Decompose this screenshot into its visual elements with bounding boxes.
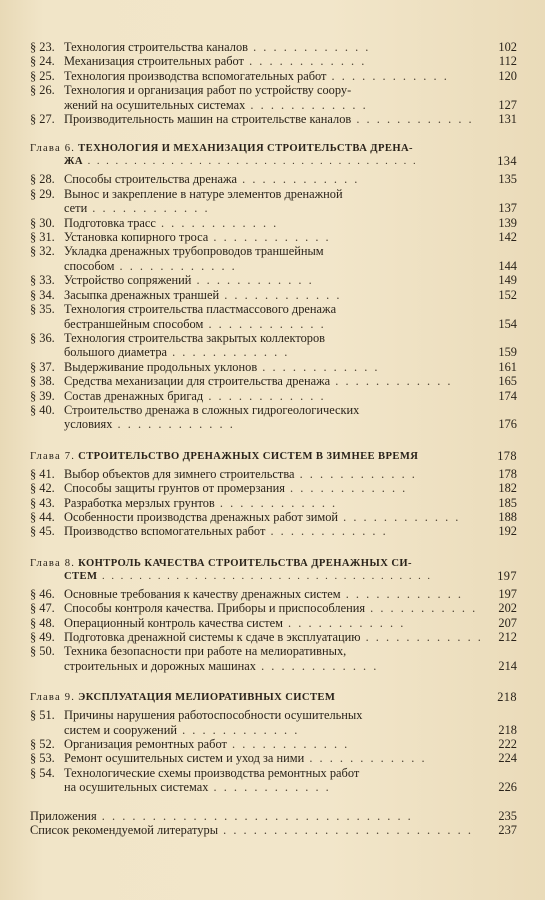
entry-title bbox=[64, 616, 483, 630]
entry-title-line: Ремонт осушительных систем и уход за ними bbox=[64, 751, 305, 766]
entry-title: Приложения bbox=[30, 808, 97, 823]
leader-dots: . . . . . . . . . . . . bbox=[304, 751, 427, 766]
entry-title bbox=[64, 273, 483, 287]
toc-entry[interactable] bbox=[22, 83, 517, 112]
page-number: 161 bbox=[498, 359, 517, 374]
section-number: § 53. bbox=[30, 751, 55, 766]
section-number: § 52. bbox=[30, 737, 55, 752]
entry-title bbox=[64, 302, 483, 331]
section-number: § 33. bbox=[30, 273, 55, 288]
page-number: 202 bbox=[498, 601, 517, 616]
section-number: § 29. bbox=[30, 186, 55, 201]
page-number: 224 bbox=[498, 751, 517, 766]
entry-title bbox=[64, 54, 483, 68]
toc-entry[interactable] bbox=[22, 496, 517, 510]
leader-dots: . . . . . . . . . . . . . . . . . . . . . . . . . . . . . . . . . . . . bbox=[97, 570, 433, 582]
toc-entry[interactable] bbox=[22, 751, 517, 765]
leader-dots: . . . . . . . . . . . . . . . . . . . . . . . . . . . . . . . . . . . . bbox=[82, 156, 418, 168]
entry-title bbox=[64, 360, 483, 374]
section-number: § 26. bbox=[30, 83, 55, 98]
chapter-heading[interactable] bbox=[22, 691, 517, 704]
leader-dots: . . . . . . . . . . . . bbox=[265, 524, 388, 539]
entry-title-line: Вынос и закрепление в натуре элементов дренажной bbox=[64, 186, 343, 201]
chapter-label: Глава 7. bbox=[30, 450, 76, 462]
entry-title-line: строительных и дорожных машинах bbox=[64, 658, 256, 673]
page-number: 120 bbox=[498, 68, 517, 83]
entry-title bbox=[64, 481, 483, 495]
entry-title-line: бестраншейным способом bbox=[64, 316, 204, 331]
entry-title-line: Техника безопасности при работе на мелиоративных, bbox=[64, 644, 347, 659]
section-spacer bbox=[22, 795, 517, 809]
section-number: § 23. bbox=[30, 40, 55, 54]
chapter-label: Глава 9. bbox=[30, 692, 76, 704]
chapter-heading[interactable] bbox=[22, 142, 517, 168]
leader-dots: . . . . . . . . . . . . . . . . . . . . . . . . . bbox=[218, 823, 473, 838]
section-number: § 24. bbox=[30, 54, 55, 69]
section-number: § 47. bbox=[30, 601, 55, 616]
chapter-title: СТРОИТЕЛЬСТВО ДРЕНАЖНЫХ СИСТЕМ В ЗИМНЕЕ ВРЕМЯ bbox=[78, 450, 419, 462]
page-number: 139 bbox=[498, 215, 517, 230]
entry-title-line: Установка копирного троса bbox=[64, 230, 209, 245]
page-number: 226 bbox=[498, 780, 517, 795]
entry-title bbox=[64, 708, 483, 737]
section-spacer bbox=[22, 539, 517, 551]
entry-title-line: на осушительных системах bbox=[64, 780, 209, 795]
entry-title-line: Разработка мерзлых грунтов bbox=[64, 495, 215, 510]
page-number: 159 bbox=[498, 345, 517, 360]
leader-dots: . . . . . . . . . . . . bbox=[114, 258, 237, 273]
toc-entry[interactable] bbox=[22, 601, 517, 615]
section-number: § 50. bbox=[30, 644, 55, 659]
toc-entry[interactable] bbox=[22, 737, 517, 751]
page-number: 131 bbox=[498, 112, 517, 127]
toc-entry[interactable] bbox=[22, 644, 517, 673]
entry-title bbox=[64, 83, 483, 112]
page-number: 152 bbox=[498, 287, 517, 302]
toc-entry[interactable] bbox=[22, 112, 517, 126]
leader-dots: . . . . . . . . . . . . bbox=[257, 359, 380, 374]
entry-title bbox=[64, 496, 483, 510]
toc-entry[interactable] bbox=[22, 524, 517, 538]
entry-title-line: Технология строительства закрытых коллекторов bbox=[64, 330, 326, 345]
leader-dots: . . . . . . . . . . . . bbox=[294, 466, 417, 481]
page-number: 192 bbox=[498, 524, 517, 539]
leader-dots: . . . . . . . . . . . . bbox=[255, 658, 379, 673]
toc-entry[interactable] bbox=[22, 467, 517, 481]
chapter-title: ТЕХНОЛОГИЯ И МЕХАНИЗАЦИЯ СТРОИТЕЛЬСТВА ДРЕНА- bbox=[78, 143, 413, 155]
section-number: § 48. bbox=[30, 615, 55, 630]
entry-title-line: Способы строительства дренажа bbox=[64, 172, 238, 187]
entry-title bbox=[64, 230, 483, 244]
leader-dots: . . . . . . . . . . . . bbox=[208, 780, 331, 795]
toc-entry[interactable] bbox=[22, 54, 517, 68]
entry-title-line: Состав дренажных бригад bbox=[64, 388, 204, 403]
entry-title-line: систем и сооружений bbox=[64, 722, 177, 737]
entry-title bbox=[64, 112, 483, 126]
entry-title-line: большого диаметра bbox=[64, 345, 168, 360]
entry-title-line: Подготовка трасс bbox=[64, 215, 156, 230]
page-number: 212 bbox=[498, 630, 517, 644]
page-number: 197 bbox=[498, 586, 517, 601]
section-number: § 30. bbox=[30, 215, 55, 230]
chapter-title: ЭКСПЛУАТАЦИЯ МЕЛИОРАТИВНЫХ СИСТЕМ bbox=[78, 692, 336, 704]
section-number: § 28. bbox=[30, 172, 55, 187]
section-number: § 39. bbox=[30, 388, 55, 403]
section-number: § 49. bbox=[30, 630, 55, 644]
leader-dots: . . . . . . . . . . . . bbox=[326, 68, 449, 83]
leader-dots: . . . . . . . . . . . . bbox=[87, 201, 210, 216]
entry-title-line: Причины нарушения работоспособности осушительных bbox=[64, 708, 363, 723]
section-number: § 42. bbox=[30, 481, 55, 496]
page-number: 237 bbox=[498, 823, 517, 838]
page-number: 174 bbox=[498, 388, 517, 403]
page-number: 144 bbox=[498, 258, 517, 273]
entry-title bbox=[64, 510, 483, 524]
entry-title bbox=[64, 187, 483, 216]
toc-entry[interactable] bbox=[22, 389, 517, 403]
leader-dots: . . . . . . . . . . . . . . . . . . . . . . . . . . . . . . . bbox=[96, 808, 413, 823]
page-number: 102 bbox=[498, 40, 517, 54]
chapter-label: Глава 8. bbox=[30, 557, 76, 569]
page-number: 207 bbox=[498, 615, 517, 630]
leader-dots: . . . . . . . . . . . . bbox=[284, 481, 408, 496]
toc-entry[interactable] bbox=[22, 187, 517, 216]
entry-title bbox=[64, 69, 483, 83]
section-number: § 54. bbox=[30, 765, 55, 780]
leader-dots: . . . . . . . . . . . . bbox=[112, 417, 235, 432]
entry-title-line: Строительство дренажа в сложных гидрогеологических bbox=[64, 402, 360, 417]
entry-title bbox=[64, 288, 483, 302]
leader-dots: . . . . . . . . . . . . bbox=[203, 388, 326, 403]
entry-title-line: Технология и организация работ по устройству соору- bbox=[64, 83, 352, 98]
section-spacer bbox=[22, 126, 517, 136]
toc-entry[interactable] bbox=[22, 216, 517, 230]
toc-entry[interactable] bbox=[22, 360, 517, 374]
leader-dots: . . . . . . . . . . . . bbox=[243, 54, 367, 69]
toc-entry[interactable] bbox=[22, 403, 517, 432]
entry-title-line: Способы защиты грунтов от промерзания bbox=[64, 481, 285, 496]
toc-entry[interactable] bbox=[22, 273, 517, 287]
entry-title-line: условиях bbox=[64, 417, 113, 432]
page-number: 137 bbox=[498, 201, 517, 216]
page-number: 182 bbox=[498, 481, 517, 496]
entry-title bbox=[64, 601, 483, 615]
page-number: 149 bbox=[498, 273, 517, 288]
leader-dots: . . . . . . . . . . . . bbox=[351, 112, 474, 127]
toc-entry[interactable] bbox=[22, 244, 517, 273]
leader-dots: . . . . . . . . . . . . bbox=[282, 615, 406, 630]
section-number: § 35. bbox=[30, 302, 55, 317]
leader-dots: . . . . . . . . . . . bbox=[365, 601, 478, 616]
page-number: 218 bbox=[497, 690, 517, 705]
chapter-heading[interactable] bbox=[22, 450, 517, 463]
entry-title-line: Механизация строительных работ bbox=[64, 54, 244, 69]
section-number: § 43. bbox=[30, 495, 55, 510]
entry-title bbox=[64, 403, 483, 432]
toc-entry[interactable] bbox=[22, 630, 517, 644]
leader-dots: . . . . . . . . . . . . bbox=[338, 509, 461, 524]
entry-title bbox=[64, 524, 483, 538]
leader-dots: . . . . . . . . . . . . bbox=[167, 345, 290, 360]
section-number: § 37. bbox=[30, 359, 55, 374]
toc-entry[interactable] bbox=[22, 587, 517, 601]
section-number: § 38. bbox=[30, 374, 55, 389]
chapter-label: Глава 6. bbox=[30, 143, 76, 155]
section-number: § 45. bbox=[30, 524, 55, 539]
toc-appendix-entry[interactable] bbox=[22, 823, 517, 838]
section-number: § 27. bbox=[30, 112, 55, 127]
entry-title bbox=[64, 737, 483, 751]
leader-dots: . . . . . . . . . . . . bbox=[219, 287, 342, 302]
page-number: 188 bbox=[498, 509, 517, 524]
table-of-contents bbox=[22, 40, 517, 838]
leader-dots: . . . . . . . . . . . . bbox=[330, 374, 453, 389]
entry-title-line: сети bbox=[64, 201, 88, 216]
entry-title bbox=[64, 630, 483, 644]
entry-title-line: Засыпка дренажных траншей bbox=[64, 287, 220, 302]
section-number: § 32. bbox=[30, 244, 55, 259]
page-number: 222 bbox=[498, 737, 517, 752]
entry-title bbox=[64, 766, 483, 795]
page-number: 235 bbox=[498, 808, 517, 823]
toc-entry[interactable] bbox=[22, 374, 517, 388]
leader-dots: . . . . . . . . . . . . bbox=[208, 230, 331, 245]
toc-entry[interactable] bbox=[22, 708, 517, 737]
entry-title-line: Производство вспомогательных работ bbox=[64, 524, 266, 539]
page-number: 178 bbox=[497, 448, 517, 463]
entry-title-line: Выдерживание продольных уклонов bbox=[64, 359, 258, 374]
section-spacer bbox=[22, 432, 517, 444]
entry-title bbox=[64, 467, 483, 481]
entry-title bbox=[64, 389, 483, 403]
entry-title bbox=[64, 216, 483, 230]
page-number: 154 bbox=[498, 316, 517, 331]
leader-dots: . . . . . . . . . . . . bbox=[245, 97, 368, 112]
entry-title-line: Технология производства вспомогательных работ bbox=[64, 68, 327, 83]
page-number: 214 bbox=[498, 658, 517, 673]
entry-title-line: Технология строительства пластмассового дренажа bbox=[64, 302, 337, 317]
toc-entry[interactable] bbox=[22, 510, 517, 524]
entry-title-line: Укладка дренажных трубопроводов траншейным bbox=[64, 244, 324, 259]
section-number: § 46. bbox=[30, 586, 55, 601]
section-spacer bbox=[22, 673, 517, 685]
leader-dots: . . . . . . . . . . . . bbox=[203, 316, 326, 331]
section-number: § 34. bbox=[30, 287, 55, 302]
toc-entry[interactable] bbox=[22, 766, 517, 795]
page-number: 176 bbox=[498, 417, 517, 432]
toc-entry[interactable] bbox=[22, 172, 517, 186]
page-number: 142 bbox=[498, 230, 517, 245]
entry-title-line: Основные требования к качеству дренажных систем bbox=[64, 586, 341, 601]
leader-dots: . . . . . . . . . . . . bbox=[248, 40, 371, 54]
entry-title: Список рекомендуемой литературы bbox=[30, 823, 219, 838]
entry-title-line: Устройство сопряжений bbox=[64, 273, 192, 288]
entry-title-line: Средства механизации для строительства дренажа bbox=[64, 374, 331, 389]
entry-title bbox=[64, 644, 483, 673]
section-number: § 25. bbox=[30, 68, 55, 83]
leader-dots: . . . . . . . . . . . . bbox=[155, 215, 279, 230]
entry-title bbox=[64, 172, 483, 186]
toc-entry[interactable] bbox=[22, 302, 517, 331]
page-number: 165 bbox=[498, 374, 517, 389]
toc-entry[interactable] bbox=[22, 481, 517, 495]
toc-entry[interactable] bbox=[22, 69, 517, 83]
entry-title-line: Операционный контроль качества систем bbox=[64, 615, 283, 630]
chapter-heading[interactable] bbox=[22, 557, 517, 583]
entry-title bbox=[64, 751, 483, 765]
chapter-title: КОНТРОЛЬ КАЧЕСТВА СТРОИТЕЛЬСТВА ДРЕНАЖНЫХ СИ- bbox=[78, 557, 412, 569]
page-number: 185 bbox=[498, 495, 517, 510]
entry-title-line: Особенности производства дренажных работ зимой bbox=[64, 509, 339, 524]
entry-title-line: Производительность машин на строительстве каналов bbox=[64, 112, 352, 127]
page-number: 134 bbox=[497, 154, 517, 169]
chapter-title-cont: ЖА bbox=[64, 156, 83, 168]
entry-title-line: Организация ремонтных работ bbox=[64, 737, 227, 752]
toc-entry[interactable] bbox=[22, 288, 517, 302]
entry-title bbox=[64, 374, 483, 388]
entry-title-line: жений на осушительных системах bbox=[64, 97, 246, 112]
leader-dots: . . . . . . . . . . . . bbox=[191, 273, 314, 288]
leader-dots: . . . . . . . . . . . . bbox=[340, 586, 463, 601]
section-number: § 44. bbox=[30, 509, 55, 524]
leader-dots: . . . . . . . . . . . . bbox=[176, 722, 300, 737]
section-number: § 51. bbox=[30, 708, 55, 723]
section-number: § 41. bbox=[30, 466, 55, 481]
entry-title-line: способом bbox=[64, 258, 115, 273]
entry-title bbox=[64, 331, 483, 360]
entry-title-line: Подготовка дренажной системы к сдаче в эксплуатацию bbox=[64, 630, 361, 644]
page-number: 135 bbox=[498, 172, 517, 187]
section-number: § 36. bbox=[30, 330, 55, 345]
section-number: § 40. bbox=[30, 402, 55, 417]
leader-dots: . . . . . . . . . . . . bbox=[360, 630, 483, 644]
toc-appendix-entry[interactable] bbox=[22, 809, 517, 824]
entry-title-line: Технологические схемы производства ремонтных работ bbox=[64, 765, 360, 780]
toc-entry[interactable] bbox=[22, 40, 517, 54]
leader-dots: . . . . . . . . . . . . bbox=[226, 737, 350, 752]
section-number: § 31. bbox=[30, 230, 55, 245]
page-number: 127 bbox=[498, 97, 517, 112]
leader-dots: . . . . . . . . . . . . bbox=[237, 172, 360, 187]
toc-entry[interactable] bbox=[22, 230, 517, 244]
page-number: 218 bbox=[498, 722, 517, 737]
entry-title-line: Технология строительства каналов bbox=[64, 40, 249, 54]
entry-title bbox=[64, 587, 483, 601]
page-number: 112 bbox=[498, 54, 517, 69]
toc-entry[interactable] bbox=[22, 616, 517, 630]
toc-entry[interactable] bbox=[22, 331, 517, 360]
entry-title-line: Способы контроля качества. Приборы и приспособления bbox=[64, 601, 366, 616]
entry-title bbox=[64, 40, 483, 54]
page-number: 197 bbox=[497, 568, 517, 583]
chapter-title-cont: СТЕМ bbox=[64, 570, 98, 582]
entry-title bbox=[64, 244, 483, 273]
entry-title-line: Выбор объектов для зимнего строительства bbox=[64, 466, 295, 481]
page-number: 178 bbox=[498, 466, 517, 481]
leader-dots: . . . . . . . . . . . . bbox=[214, 495, 338, 510]
